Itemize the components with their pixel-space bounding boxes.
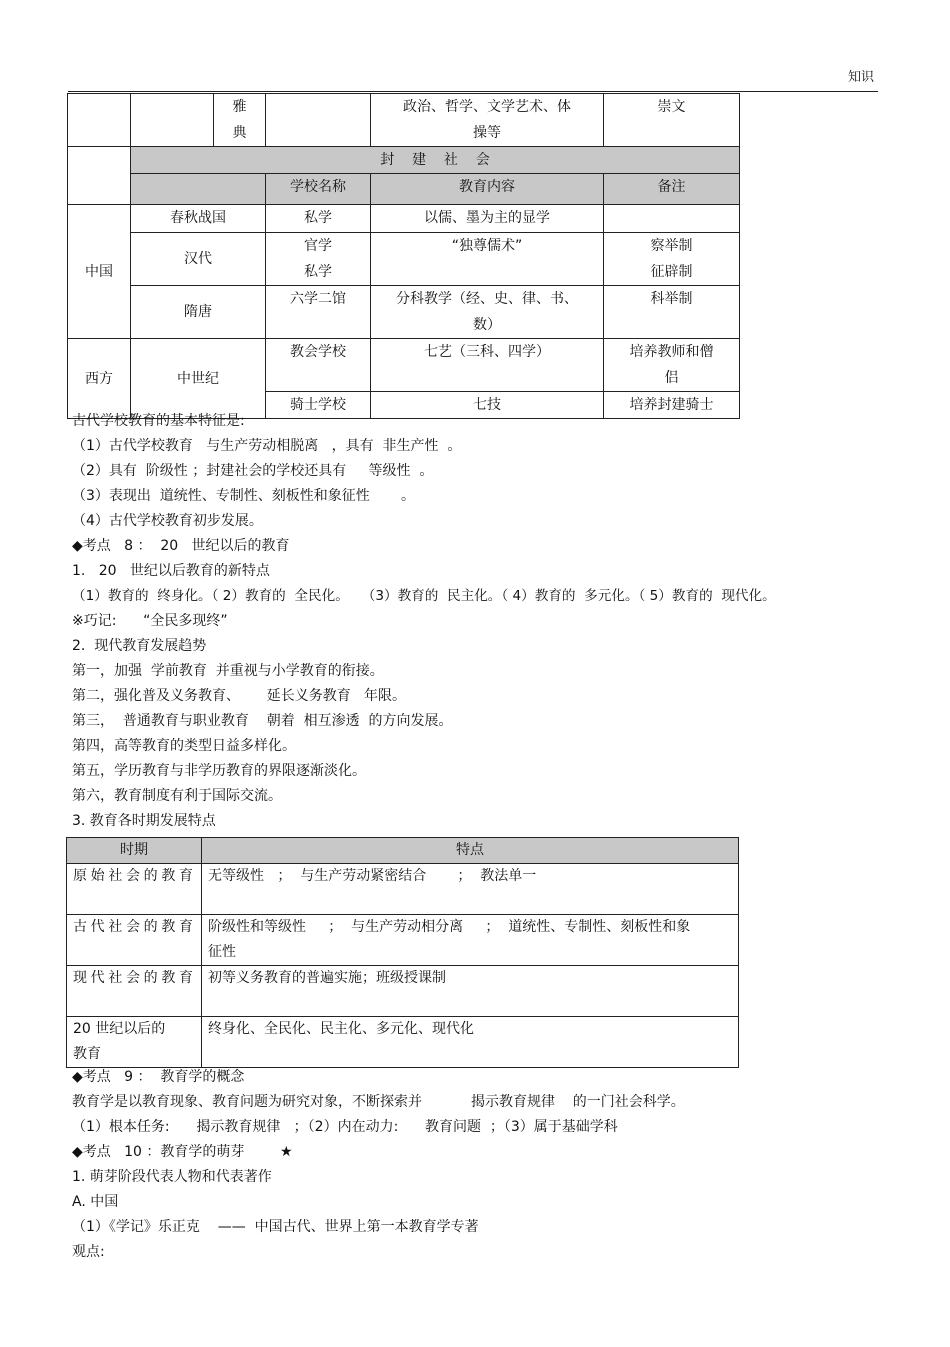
content-cell: 以儒、墨为主的显学 [371,205,604,233]
period-cell: 20 世纪以后的 教育 [67,1017,202,1068]
features-cell: 无等级性 ； 与生产劳动紧密结合 ； 教法单一 [202,864,739,915]
cell-empty [68,147,131,205]
text-line: ※巧记: “全民多现终” [72,613,228,629]
cell-athens: 雅 典 [214,94,266,147]
content-cell: “独尊儒术” [371,233,604,286]
school-cell: 六学二馆 [266,286,371,339]
text-line: （1）古代学校教育 与生产劳动相脱离 ，具有 非生产性 。 [72,438,462,454]
note-cell: 科举制 [604,286,740,339]
note-cell: 察举制 征辟制 [604,233,740,286]
text-line: （4）古代学校教育初步发展。 [72,513,263,529]
period-cell: 中世纪 [131,339,266,419]
period-cell: 春秋战国 [131,205,266,233]
text-line: （1）教育的 终身化。（ 2）教育的 全民化。 （3）教育的 民主化。（ 4）教育的 多元化。（ 5）教育的 现代化。 [72,588,776,604]
cell-empty [68,94,131,147]
features-cell: 初等义务教育的普遍实施；班级授课制 [202,966,739,1017]
school-cell: 骑士学校 [266,392,371,419]
ancient-school-table [67,93,740,419]
period-cell: 隋唐 [131,286,266,339]
text-line: 第六，教育制度有利于国际交流。 [72,788,282,804]
text-line: 第二，强化普及义务教育、 延长义务教育 年限。 [72,688,407,704]
text-line: 第一，加强 学前教育 并重视与小学教育的衔接。 [72,663,384,679]
text-line: 古代学校教育的基本特征是: [72,413,245,429]
header-label: 知识 [847,70,874,85]
cell-empty [131,94,214,147]
text-line: 1. 20 世纪以后教育的新特点 [72,563,270,579]
text-line: 1. 萌芽阶段代表人物和代表著作 [72,1169,272,1185]
period-cell: 原始社会的教育 [67,864,202,915]
text-line: （1）根本任务: 揭示教育规律 ；（2）内在动力: 教育问题 ；（3）属于基础学科 [72,1119,618,1135]
note-cell [604,205,740,233]
text-block-1 [72,409,892,834]
cell-empty [131,174,266,205]
column-header: 学校名称 [266,174,371,205]
text-line: （1）《学记》乐正克 —— 中国古代、世界上第一本教育学专著 [72,1219,479,1235]
content-cell: 七技 [371,392,604,419]
region-west: 西方 [68,339,131,419]
school-cell: 教会学校 [266,339,371,392]
cell-empty [266,94,371,147]
section-heading: ◆考点 10 ：教育学的萌芽 ★ [72,1144,293,1160]
text-line: 2. 现代教育发展趋势 [72,638,207,654]
text-line: 3. 教育各时期发展特点 [72,813,216,829]
header-rule [68,91,878,92]
region-china: 中国 [68,205,131,339]
text-line: （3）表现出 道统性、专制性、刻板性和象征性 。 [72,488,415,504]
cell-athens-note: 崇文 [604,94,740,147]
note-cell: 培养教师和僧 侣 [604,339,740,392]
content-cell: 七艺（三科、四学） [371,339,604,392]
column-header: 时期 [67,838,202,864]
note-cell: 培养封建骑士 [604,392,740,419]
period-cell: 汉代 [131,233,266,286]
content-cell: 分科教学（经、史、律、书、 数） [371,286,604,339]
text-line: A. 中国 [72,1194,119,1210]
period-cell: 现代社会的教育 [67,966,202,1017]
text-line: 第四，高等教育的类型日益多样化。 [72,738,296,754]
text-block-2 [72,1065,892,1265]
school-cell: 私学 [266,205,371,233]
features-cell: 阶级性和等级性 ； 与生产劳动相分离 ； 道统性、专制性、刻板性和象 征性 [202,915,739,966]
text-line: 第五，学历教育与非学历教育的界限逐渐淡化。 [72,763,366,779]
column-header: 备注 [604,174,740,205]
section-heading: ◆考点 9 ： 教育学的概念 [72,1069,245,1085]
text-line: 教育学是以教育现象、教育问题为研究对象，不断探索并 揭示教育规律 的一门社会科学。 [72,1094,685,1110]
period-cell: 古代社会的教育 [67,915,202,966]
text-line: 观点: [72,1244,105,1260]
text-line: 第三， 普通教育与职业教育 朝着 相互渗透 的方向发展。 [72,713,453,729]
column-header: 特点 [202,838,739,864]
column-header: 教育内容 [371,174,604,205]
school-cell: 官学 私学 [266,233,371,286]
section-heading: ◆考点 8 ： 20 世纪以后的教育 [72,538,290,554]
text-line: （2）具有 阶级性 ；封建社会的学校还具有 等级性 。 [72,463,434,479]
cell-athens-content: 政治、哲学、文学艺术、体 操等 [371,94,604,147]
features-cell: 终身化、全民化、民主化、多元化、现代化 [202,1017,739,1068]
education-periods-table [66,837,739,1068]
section-title: 封 建 社 会 [131,147,740,174]
